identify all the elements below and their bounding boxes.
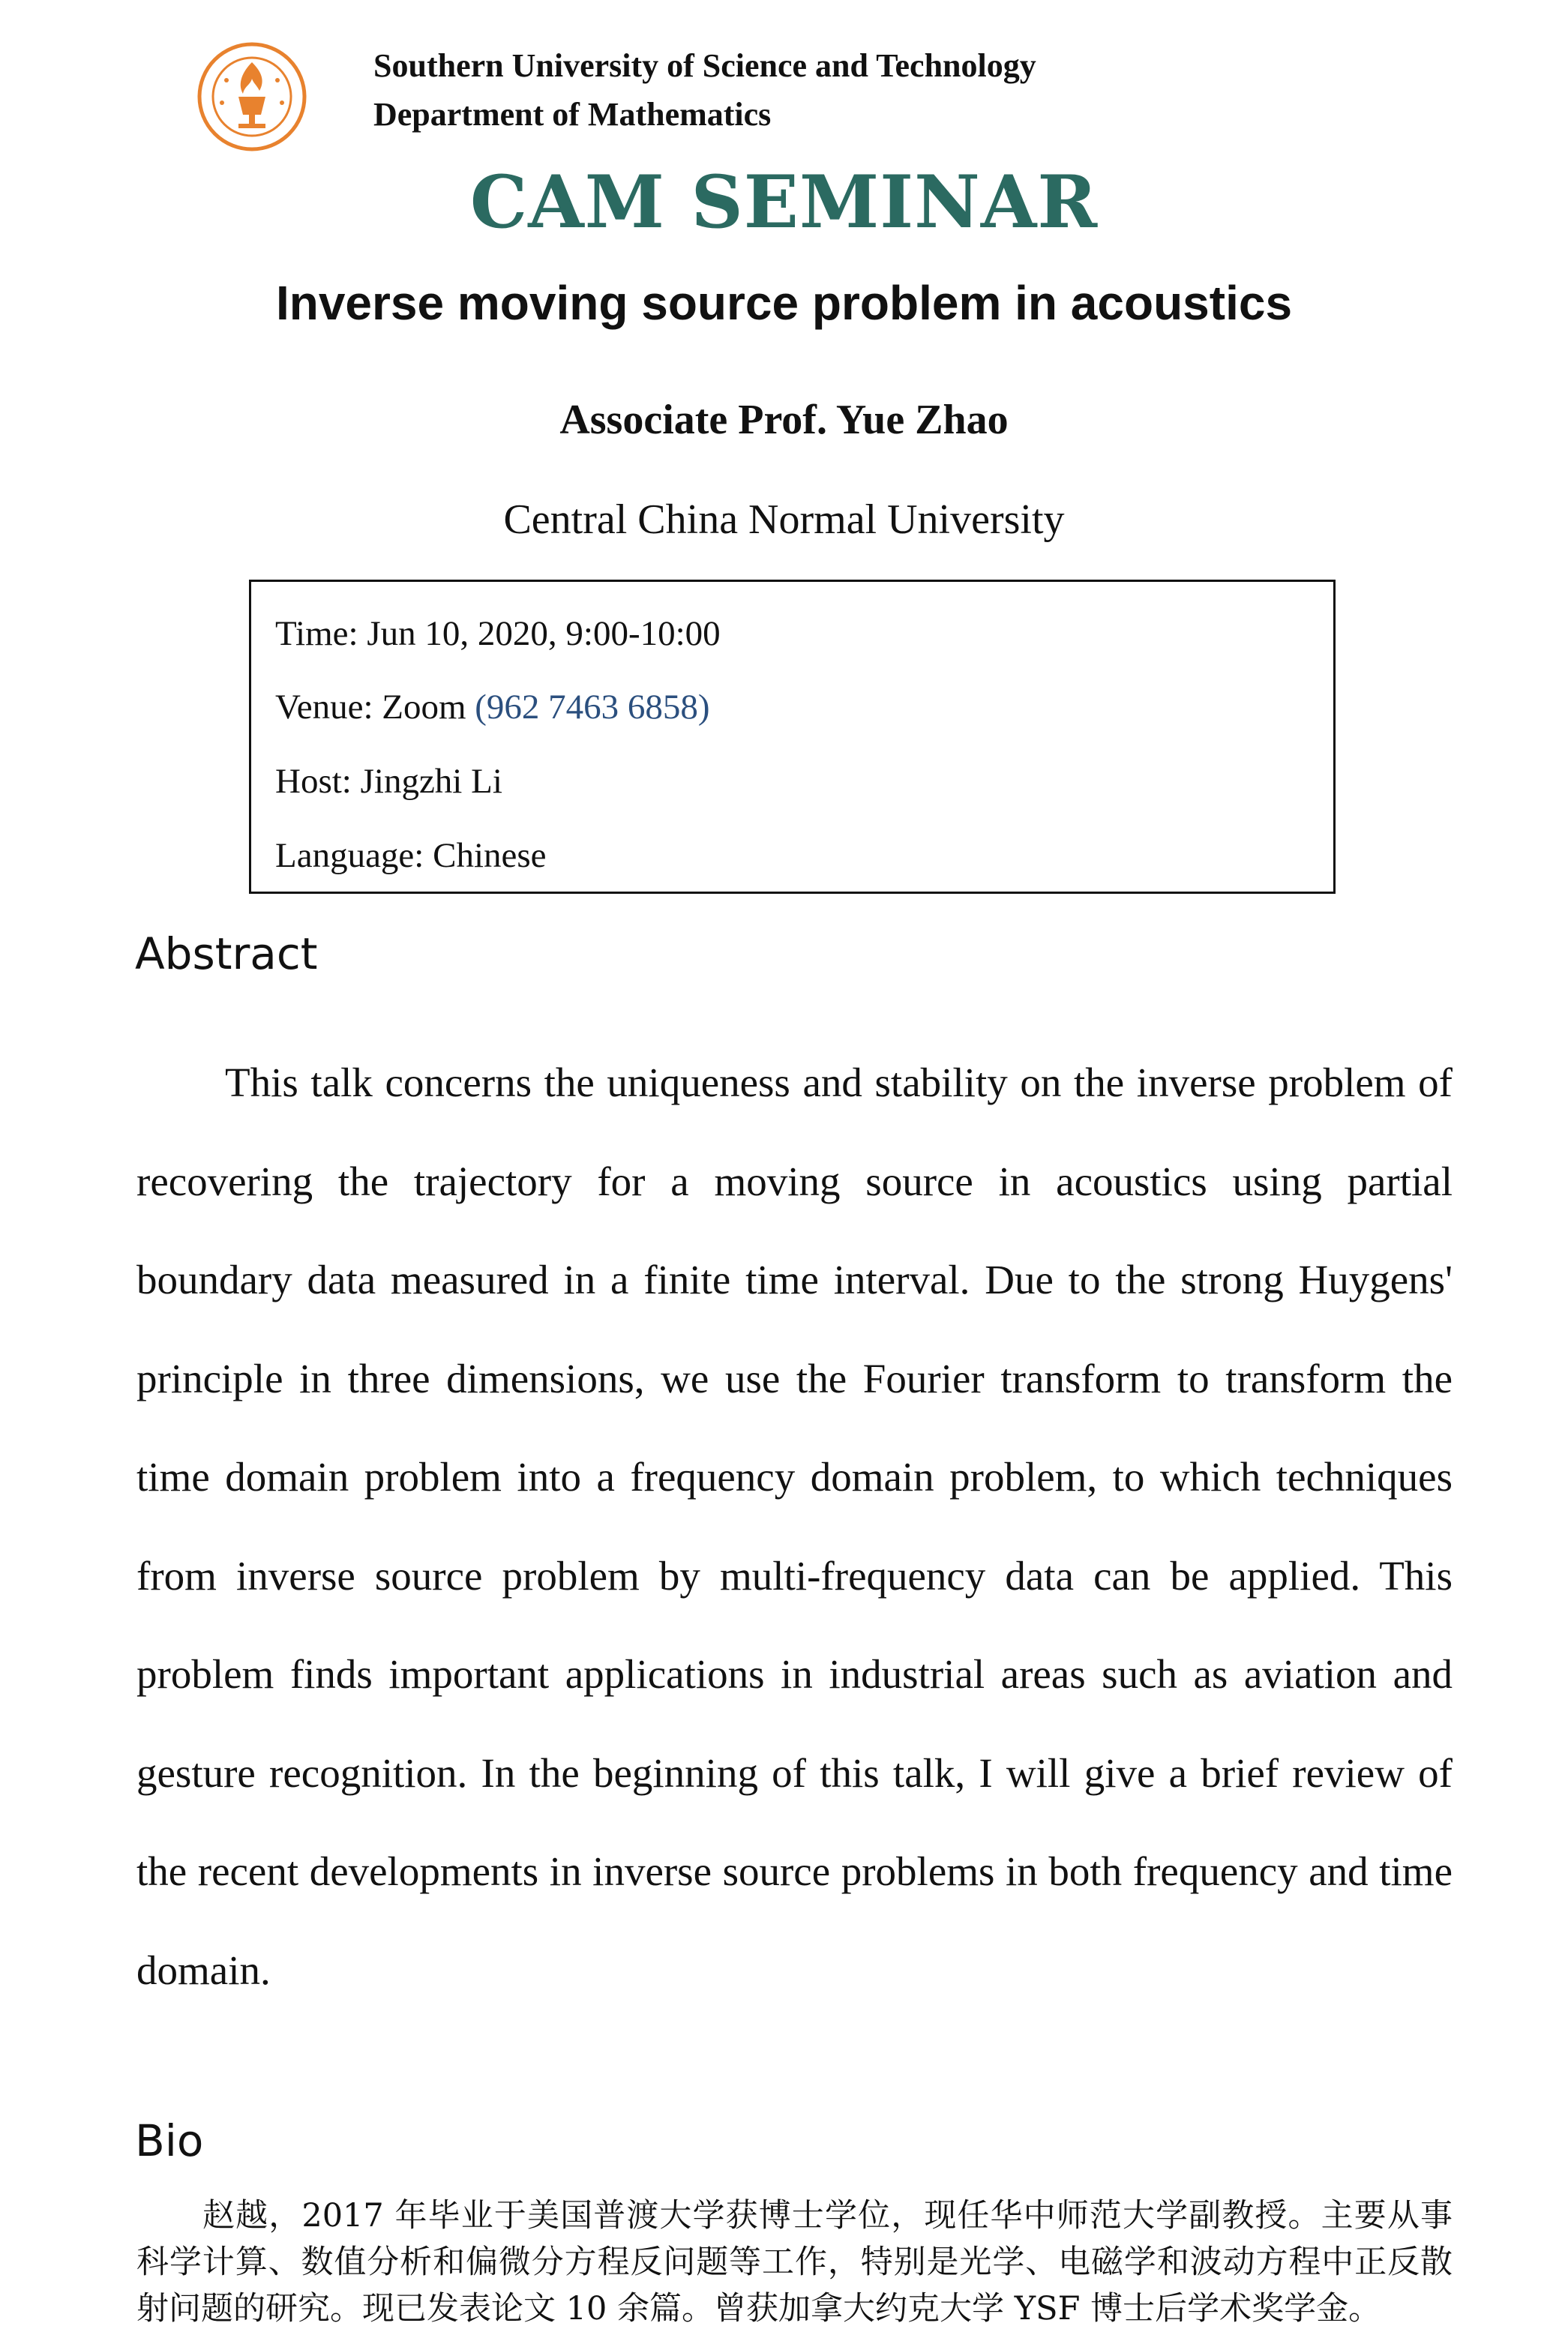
zoom-meeting-id[interactable]: (962 7463 6858) bbox=[475, 688, 710, 727]
abstract-text: This talk concerns the uniqueness and stability on the inverse problem of recovering the trajectory for a moving source in acoustics using partial boundary data measured in a finite time interval. Due to the strong Huygens' principle in three dimensions, we use the Fourier transform to transform the time domain problem into a frequency domain problem, to which techniques from inverse source problem by multi-frequency data can be applied. This problem finds important applications in industrial areas such as aviation and gesture recognition. In the beginning of this talk, I will give a brief review of the recent developments in inverse source problems in both frequency and time domain. bbox=[136, 1060, 1453, 1993]
talk-title: Inverse moving source problem in acoustics bbox=[275, 276, 1293, 330]
seminar-title: CAM SEMINAR bbox=[469, 160, 1099, 244]
venue-label: Venue: Zoom bbox=[275, 688, 475, 727]
abstract-heading: Abstract bbox=[135, 928, 318, 979]
speaker-affiliation: Central China Normal University bbox=[503, 496, 1065, 543]
event-language: Language: Chinese bbox=[275, 836, 547, 875]
university-seal-icon bbox=[196, 41, 307, 152]
bio-heading: Bio bbox=[135, 2115, 204, 2166]
event-info-box bbox=[249, 580, 1336, 894]
event-time: Time: Jun 10, 2020, 9:00-10:00 bbox=[275, 614, 721, 653]
institution-name: Southern University of Science and Technology bbox=[373, 47, 1036, 84]
event-venue bbox=[275, 690, 710, 725]
department-name: Department of Mathematics bbox=[373, 96, 772, 133]
event-host: Host: Jingzhi Li bbox=[275, 762, 502, 801]
bio-text: 赵越，2017 年毕业于美国普渡大学获博士学位，现任华中师范大学副教授。主要从事科学计算、数值分析和偏微分方程反问题等工作，特别是光学、电磁学和波动方程中正反散射问题的研究。现已发表论文 10 余篇。曾获加拿大约克大学 YSF 博士后学术奖学金。 bbox=[136, 2197, 1453, 2328]
speaker-name: Associate Prof. Yue Zhao bbox=[559, 397, 1009, 443]
